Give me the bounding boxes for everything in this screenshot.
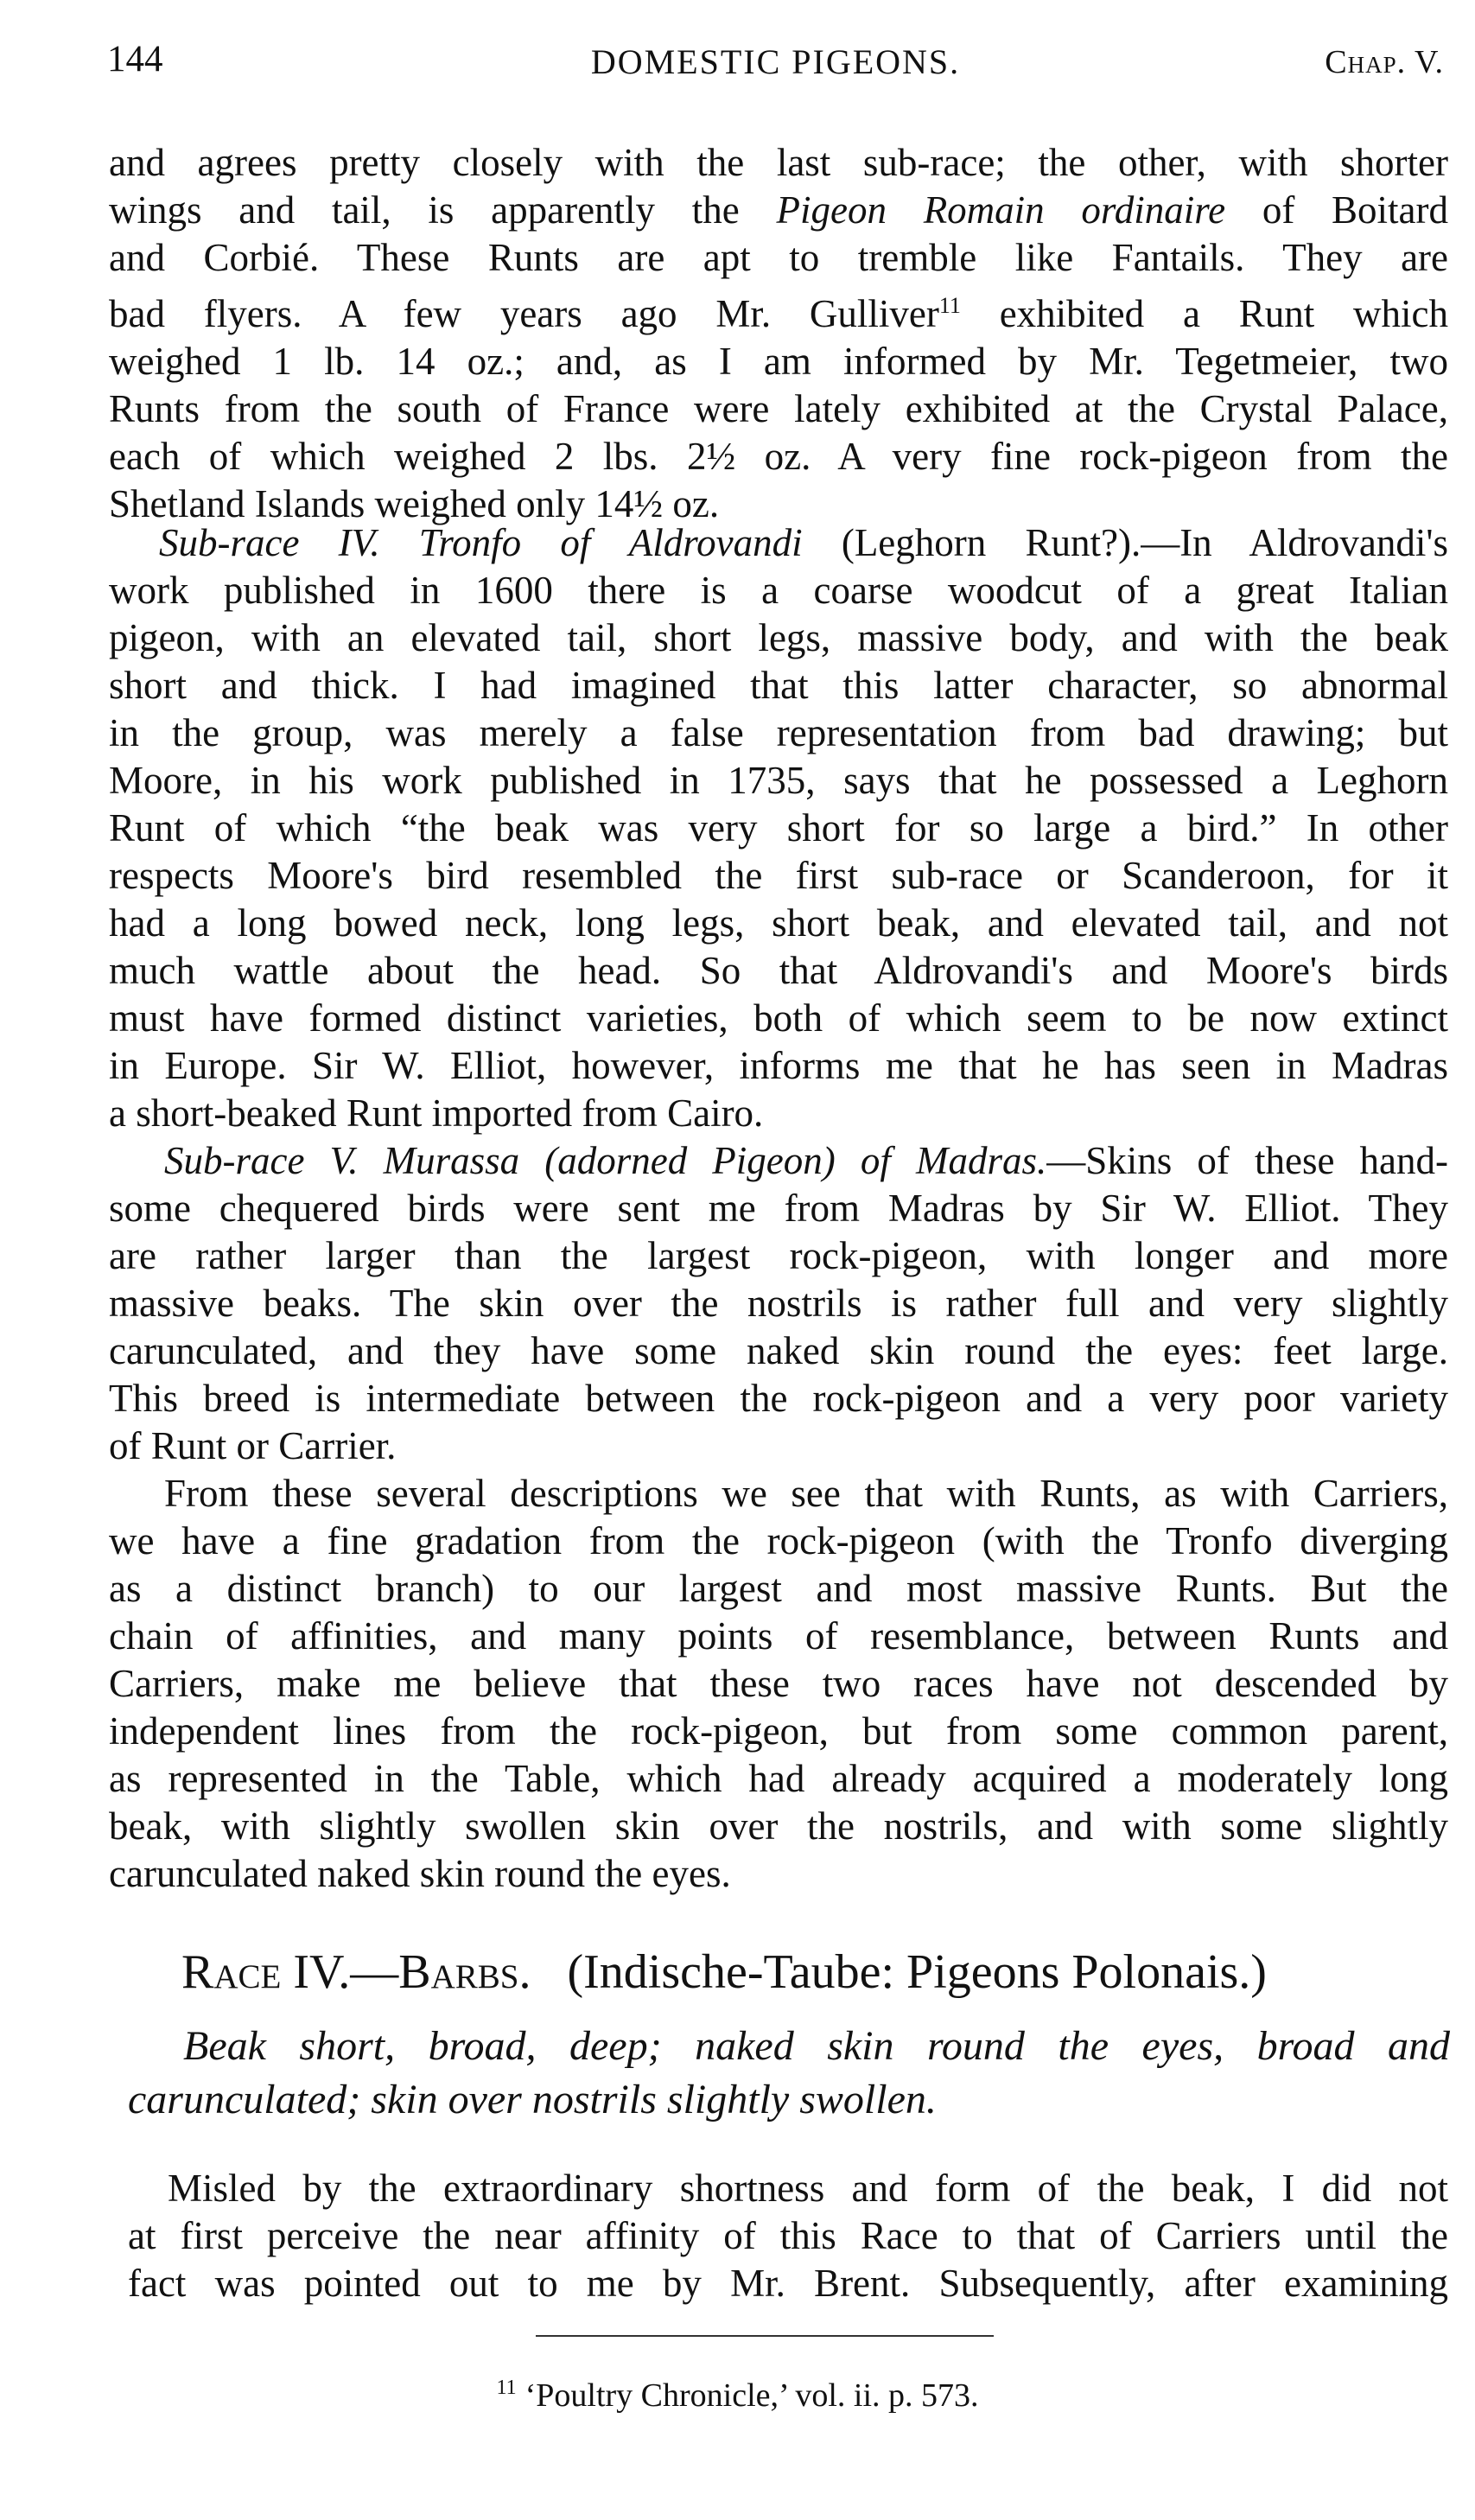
footnote bbox=[0, 2377, 1475, 2415]
text-line: carunculated, and they have some naked skin round the eyes: feet large. bbox=[109, 1329, 1448, 1372]
italic-term: Pigeon Romain ordinaire bbox=[776, 188, 1226, 232]
page-number: 144 bbox=[107, 39, 163, 80]
text-line: fact was pointed out to me by Mr. Brent. Subsequently, after examining bbox=[128, 2262, 1448, 2305]
text-line: some chequered birds were sent me from Madras by Sir W. Elliot. They bbox=[109, 1187, 1448, 1230]
text-line: Runts from the south of France were lately exhibited at the Crystal Palace, bbox=[109, 387, 1448, 430]
footnote-marker: 11 bbox=[496, 2377, 517, 2400]
text-line: as represented in the Table, which had already acquired a moderately long bbox=[109, 1757, 1448, 1800]
running-title: DOMESTIC PIGEONS. bbox=[590, 42, 961, 81]
text-line: respects Moore's bird resembled the first sub-race or Scanderoon, for it bbox=[109, 854, 1448, 897]
text-line: bad flyers. A few years ago Mr. Gulliver$^{11}$ exhibited a Runt which bbox=[109, 292, 1448, 335]
text-line: Runt of which “the beak was very short for so large a bird.” In other bbox=[109, 806, 1448, 850]
text-line: pigeon, with an elevated tail, short legs, massive body, and with the beak bbox=[109, 616, 1448, 659]
paragraph-continuation bbox=[109, 139, 1448, 528]
paragraph-sub-race-v bbox=[109, 1137, 1448, 1470]
text-line: we have a fine gradation from the rock-pigeon (with the Tronfo diverging bbox=[109, 1519, 1448, 1562]
race-description bbox=[128, 2020, 1450, 2127]
paragraph-conclusion bbox=[109, 1470, 1448, 1898]
section-heading bbox=[181, 1944, 1267, 2000]
text-line: wings and tail, is apparently the Pigeon Romain ordinaire of Boitard bbox=[109, 188, 1449, 232]
paragraph-sub-race-iv bbox=[109, 519, 1448, 1137]
text-line: Misled by the extraordinary shortness and form of the beak, I did not bbox=[168, 2167, 1448, 2210]
text-line: Moore, in his work published in 1735, says that he possessed a Leghorn bbox=[109, 759, 1448, 802]
text-line: carunculated; skin over nostrils slightly swollen. bbox=[128, 2077, 937, 2122]
footnote-ref: 11 bbox=[938, 293, 961, 318]
text-line: in the group, was merely a false representation from bad drawing; but bbox=[109, 711, 1448, 754]
text-line: chain of affinities, and many points of resemblance, between Runts and bbox=[109, 1614, 1448, 1658]
text-line: This breed is intermediate between the rock-pigeon and a very poor variety bbox=[109, 1377, 1448, 1420]
text-line: Sub-race V. Murassa (adorned Pigeon) of Madras.—Skins of these hand- bbox=[164, 1139, 1448, 1182]
text-line: much wattle about the head. So that Aldrovandi's and Moore's birds bbox=[109, 949, 1448, 992]
text-line: of Runt or Carrier. bbox=[109, 1424, 397, 1467]
text-line: Carriers, make me believe that these two races have not descended by bbox=[109, 1662, 1448, 1705]
text-line: had a long bowed neck, long legs, short beak, and elevated tail, and not bbox=[109, 901, 1448, 945]
text-line: are rather larger than the largest rock-pigeon, with longer and more bbox=[109, 1234, 1448, 1277]
text-line: and agrees pretty closely with the last sub-race; the other, with shorter bbox=[109, 141, 1448, 184]
paragraph-barbs bbox=[128, 2165, 1448, 2307]
footnote-rule bbox=[536, 2335, 994, 2337]
chapter-label: Chap. V. bbox=[1325, 44, 1444, 80]
race-title: Race IV.—Barbs. bbox=[181, 1945, 531, 1999]
text-line: beak, with slightly swollen skin over the nostrils, and with some slightly bbox=[109, 1804, 1448, 1848]
text-line: at first perceive the near affinity of this Race to that of Carriers until the bbox=[128, 2214, 1448, 2257]
footnote-text: ‘Poultry Chronicle,’ vol. ii. p. 573. bbox=[525, 2377, 979, 2414]
text-line: in Europe. Sir W. Elliot, however, informs me that he has seen in Madras bbox=[109, 1044, 1448, 1087]
text-line: work published in 1600 there is a coarse woodcut of a great Italian bbox=[109, 569, 1448, 612]
text-line: and Corbié. These Runts are apt to tremble like Fantails. They are bbox=[109, 236, 1448, 279]
sub-race-title: Sub-race V. Murassa (adorned Pigeon) of Madras. bbox=[164, 1139, 1047, 1182]
text-line: massive beaks. The skin over the nostrils is rather full and very slightly bbox=[109, 1282, 1448, 1325]
text-line: a short-beaked Runt imported from Cairo. bbox=[109, 1091, 764, 1135]
text-line: From these several descriptions we see that with Runts, as with Carriers, bbox=[164, 1472, 1448, 1515]
text-line: each of which weighed 2 lbs. 2½ oz. A very fine rock-pigeon from the bbox=[109, 435, 1448, 478]
text-line: as a distinct branch) to our largest and most massive Runts. But the bbox=[109, 1567, 1448, 1610]
text-line: short and thick. I had imagined that this latter character, so abnormal bbox=[109, 664, 1448, 707]
running-head bbox=[107, 38, 1444, 90]
sub-race-title: Sub-race IV. Tronfo of Aldrovandi bbox=[159, 521, 803, 564]
text-line: weighed 1 lb. 14 oz.; and, as I am informed by Mr. Tegetmeier, two bbox=[109, 340, 1448, 383]
text-line: Sub-race IV. Tronfo of Aldrovandi (Leghorn Runt?).—In Aldrovandi's bbox=[159, 521, 1448, 564]
text-line: carunculated naked skin round the eyes. bbox=[109, 1852, 731, 1895]
race-subtitle: (Indische-Taube: Pigeons Polonais.) bbox=[567, 1945, 1267, 1999]
text-line: Shetland Islands weighed only 14½ oz. bbox=[109, 482, 720, 525]
text-line: Beak short, broad, deep; naked skin round the eyes, broad and bbox=[183, 2023, 1450, 2069]
text-line: independent lines from the rock-pigeon, but from some common parent, bbox=[109, 1709, 1448, 1753]
text-line: must have formed distinct varieties, both of which seem to be now extinct bbox=[109, 996, 1448, 1040]
